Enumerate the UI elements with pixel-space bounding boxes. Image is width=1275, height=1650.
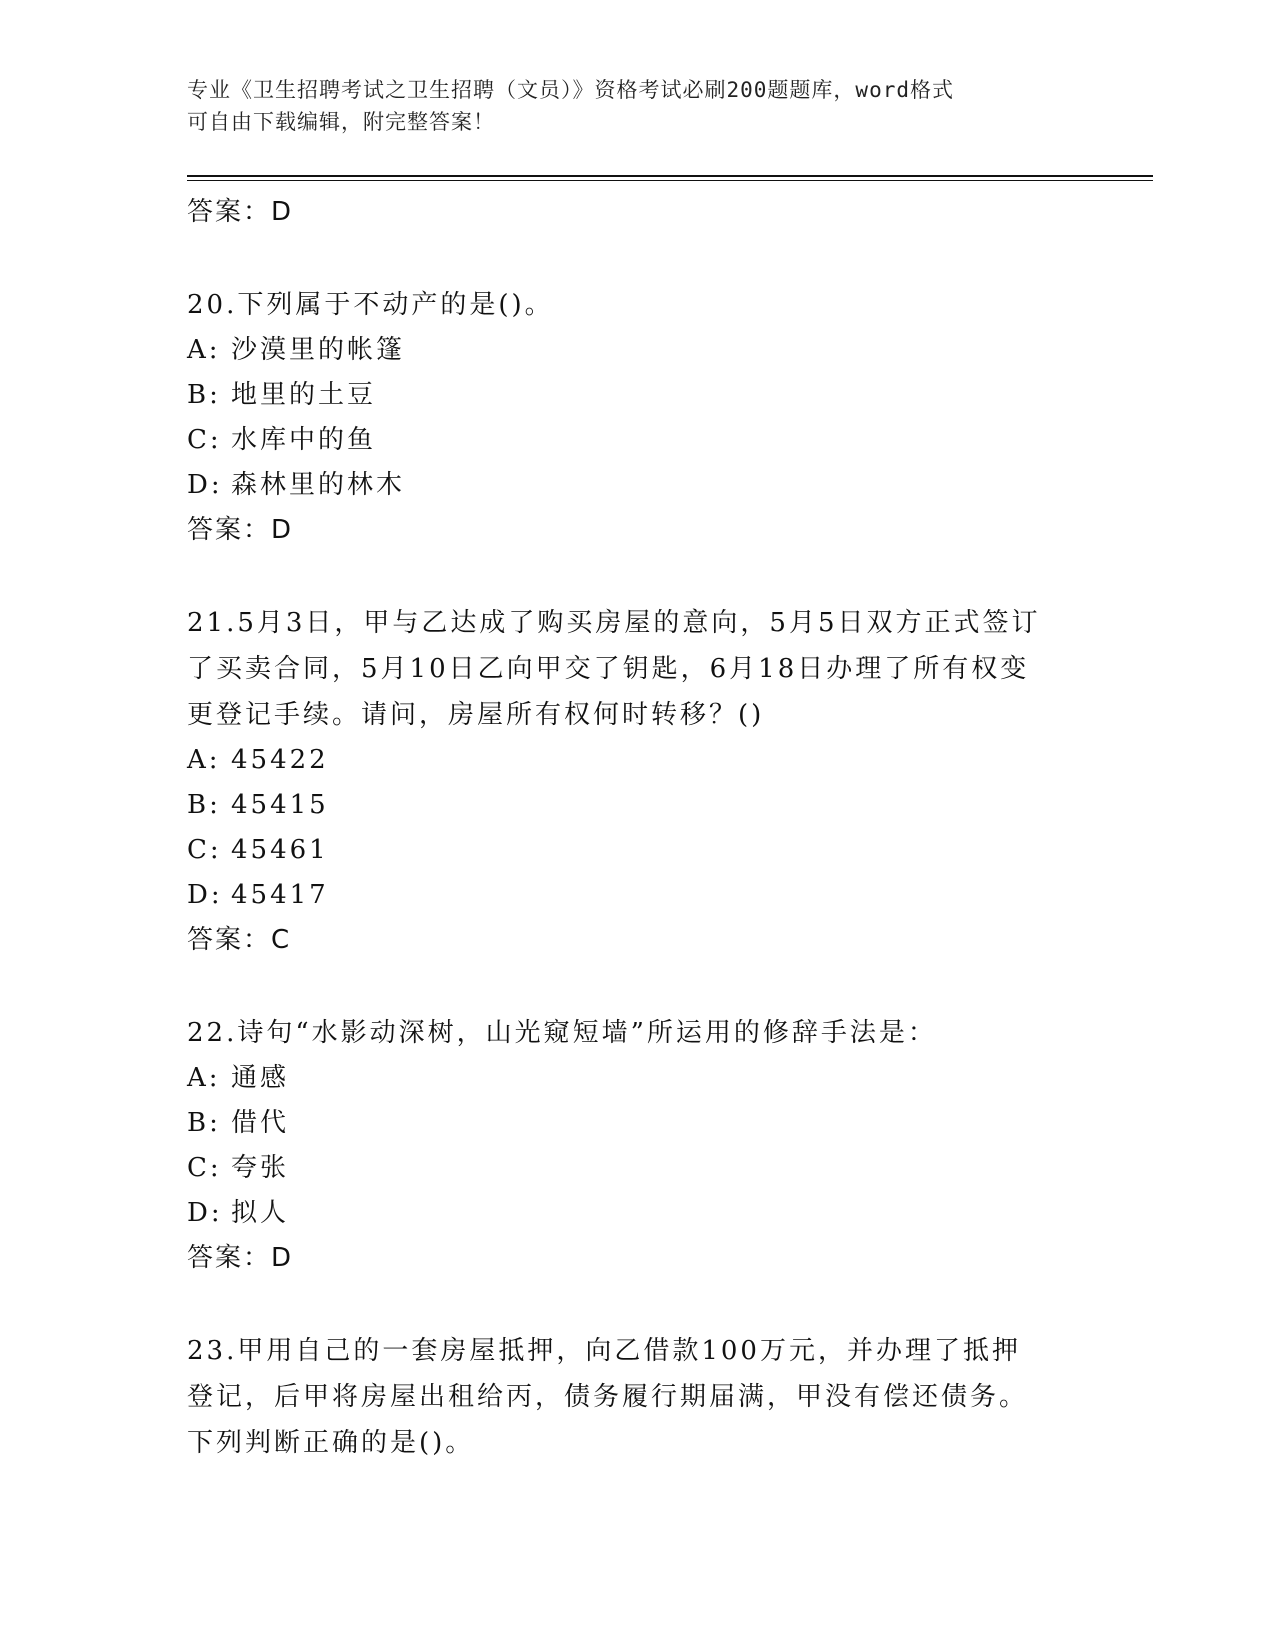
- option-letter: B:: [187, 790, 221, 820]
- option-d: [187, 463, 1087, 508]
- question-23: [187, 1328, 1087, 1466]
- option-text: 夸张: [231, 1153, 290, 1183]
- option-letter: A:: [187, 335, 221, 365]
- answer: 答案：C: [187, 925, 292, 955]
- option-letter: D:: [187, 1198, 223, 1228]
- option-letter: B:: [187, 380, 221, 410]
- option-a: [187, 1056, 1087, 1101]
- option-letter: A:: [187, 745, 221, 775]
- option-d: [187, 873, 1087, 918]
- question-21: [187, 600, 1087, 962]
- header-line-1: 专业《卫生招聘考试之卫生招聘（文员）》资格考试必刷200题题库，word格式: [187, 78, 954, 102]
- option-text: 45422: [231, 745, 329, 775]
- question-text: 21.5月3日，甲与乙达成了购买房屋的意向，5月5日双方正式签订了买卖合同，5月10日乙向甲交了钥匙，6月18日办理了所有权变更登记手续。请问，房屋所有权何时转移？(): [187, 608, 1041, 730]
- header-line-2: 可自由下载编辑，附完整答案！: [187, 110, 495, 134]
- option-b: [187, 783, 1087, 828]
- option-b: [187, 1101, 1087, 1146]
- option-text: 45417: [231, 880, 329, 910]
- previous-answer: 答案：D: [187, 197, 294, 227]
- option-text: 水库中的鱼: [231, 425, 377, 455]
- option-d: [187, 1191, 1087, 1236]
- option-text: 森林里的林木: [231, 470, 406, 500]
- option-letter: D:: [187, 880, 223, 910]
- option-text: 地里的土豆: [231, 380, 377, 410]
- question-text: 22.诗句“水影动深树，山光窥短墙”所运用的修辞手法是：: [187, 1018, 937, 1048]
- option-a: [187, 738, 1087, 783]
- option-text: 借代: [231, 1108, 290, 1138]
- answer: 答案：D: [187, 515, 294, 545]
- question-22: [187, 1010, 1087, 1280]
- header-rule-thin: [187, 180, 1153, 181]
- option-text: 拟人: [231, 1198, 290, 1228]
- question-text: 23.甲用自己的一套房屋抵押，向乙借款100万元，并办理了抵押登记，后甲将房屋出租给丙，债务履行期届满，甲没有偿还债务。下列判断正确的是()。: [187, 1336, 1029, 1458]
- option-a: [187, 328, 1087, 373]
- option-letter: C:: [187, 425, 222, 455]
- document-header: [187, 74, 1067, 138]
- option-letter: C:: [187, 835, 222, 865]
- option-text: 45461: [231, 835, 329, 865]
- option-c: [187, 418, 1087, 463]
- header-rule-thick: [187, 175, 1153, 177]
- answer: 答案：D: [187, 1243, 294, 1273]
- option-b: [187, 373, 1087, 418]
- option-letter: B:: [187, 1108, 221, 1138]
- option-letter: C:: [187, 1153, 222, 1183]
- option-text: 通感: [231, 1063, 290, 1093]
- option-text: 45415: [231, 790, 329, 820]
- option-c: [187, 828, 1087, 873]
- option-c: [187, 1146, 1087, 1191]
- question-text: 20.下列属于不动产的是()。: [187, 290, 554, 320]
- question-content: [187, 190, 1087, 1514]
- option-text: 沙漠里的帐篷: [231, 335, 406, 365]
- option-letter: A:: [187, 1063, 221, 1093]
- option-letter: D:: [187, 470, 223, 500]
- question-20: [187, 282, 1087, 552]
